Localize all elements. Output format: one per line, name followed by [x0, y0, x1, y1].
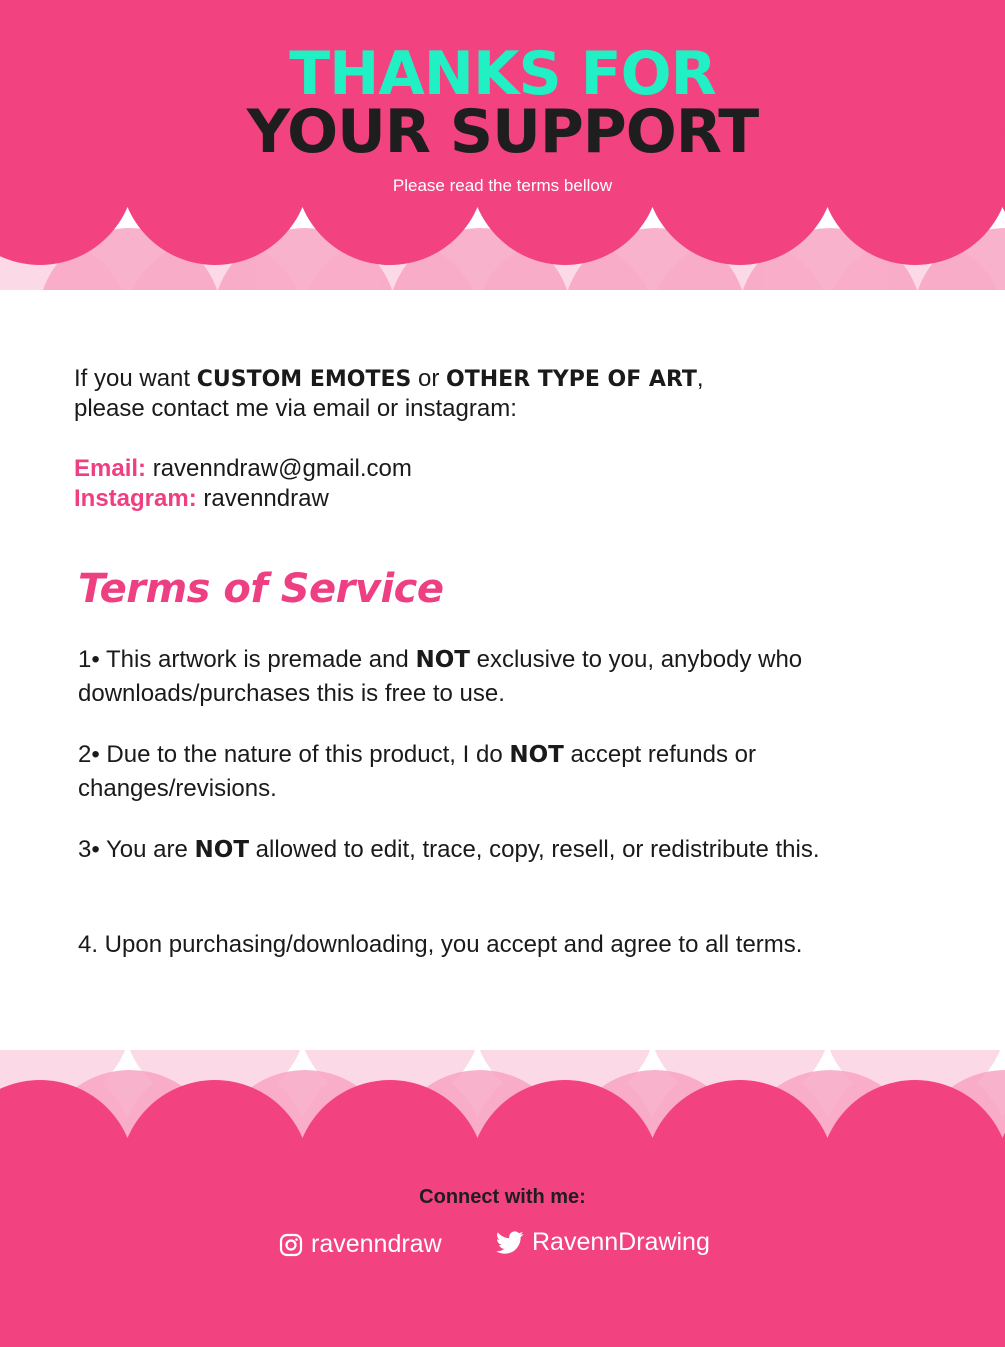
- email-label: Email:: [74, 455, 147, 482]
- term-bold: NOT: [415, 647, 470, 673]
- term-text: 2• Due to the nature of this product, I do: [78, 741, 510, 768]
- contact-intro-line-1: [74, 364, 704, 395]
- term-item-2: [78, 738, 848, 806]
- term-text: 1• This artwork is premade and: [78, 646, 416, 673]
- tos-heading: Terms of Service: [78, 566, 444, 612]
- subtitle: Please read the terms bellow: [392, 176, 613, 195]
- term-bold: NOT: [194, 837, 250, 863]
- twitter-handle: RavennDrawing: [532, 1228, 710, 1256]
- instagram-value[interactable]: ravenndraw: [203, 485, 329, 512]
- term-item-1: [78, 643, 848, 711]
- intro-prefix: If you want: [74, 365, 197, 392]
- twitter-icon: [496, 1231, 524, 1255]
- term-text: 3• You are: [78, 836, 195, 863]
- instagram-icon: [279, 1233, 303, 1257]
- email-row: [74, 454, 412, 484]
- instagram-label: Instagram:: [74, 485, 197, 512]
- term-text: exclusive to you, anybody who downloads/purchases this is free to use.: [78, 646, 803, 707]
- instagram-link[interactable]: [279, 1230, 442, 1259]
- email-value[interactable]: ravenndraw@gmail.com: [152, 455, 412, 482]
- term-bold: NOT: [509, 742, 564, 768]
- term-item-3: [78, 833, 848, 867]
- term-item-4: [78, 928, 848, 962]
- term-text: accept refunds or changes/revisions.: [78, 741, 756, 802]
- title-line-2: YOUR SUPPORT: [246, 97, 759, 167]
- instagram-handle: ravenndraw: [311, 1230, 442, 1258]
- intro-comma: ,: [696, 365, 704, 392]
- term-text: allowed to edit, trace, copy, resell, or redistribute this.: [249, 836, 820, 863]
- title-line-1: THANKS FOR: [289, 39, 716, 109]
- intro-custom-emotes: CUSTOM EMOTES: [196, 367, 412, 392]
- intro-other-art: OTHER TYPE OF ART: [446, 367, 697, 392]
- connect-heading: Connect with me:: [419, 1186, 586, 1208]
- term-text: 4. Upon purchasing/downloading, you accept and agree to all terms.: [78, 931, 803, 958]
- twitter-link[interactable]: [496, 1228, 710, 1257]
- contact-intro-line-2: please contact me via email or instagram:: [74, 395, 517, 422]
- intro-or: or: [411, 365, 447, 392]
- header-banner: [0, 0, 1005, 290]
- instagram-row: [74, 484, 329, 514]
